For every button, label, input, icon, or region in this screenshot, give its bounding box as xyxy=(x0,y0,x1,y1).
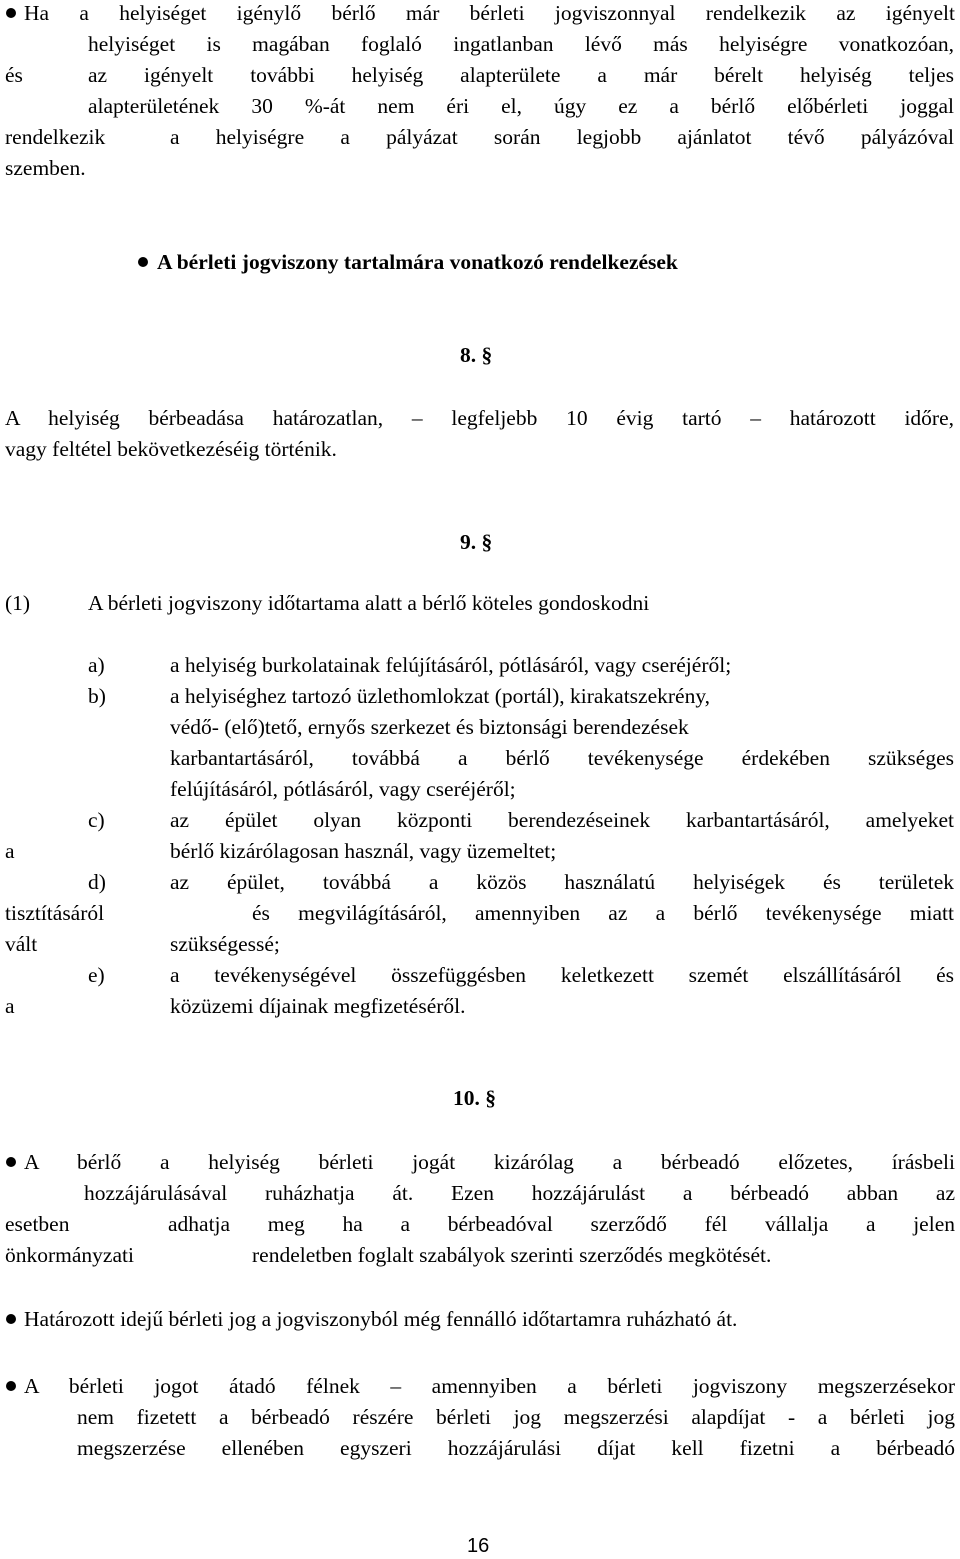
section-8-line-2: vagy feltétel bekövetkezéséig történik. xyxy=(5,437,337,461)
s10-bullet-2: Határozott idejű bérleti jog a jogviszonyból még fennálló időtartamra ruházható át. xyxy=(24,1307,738,1331)
s10-bullet-1-line-4-lead: önkormányzati xyxy=(5,1243,134,1267)
item-b-line-3: karbantartásáról, továbbá a bérlő tevékenysége érdekében szükséges xyxy=(170,746,954,770)
item-c-left-word: a xyxy=(5,839,15,863)
section-9-number: 9. § xyxy=(460,530,493,554)
intro-line-6: szemben. xyxy=(5,156,86,180)
item-e-label: e) xyxy=(88,963,105,987)
bullet-icon xyxy=(6,1314,16,1324)
section-10-number: 10. § xyxy=(453,1086,496,1110)
s9-paragraph-text: A bérleti jogviszony időtartama alatt a bérlő köteles gondoskodni xyxy=(88,591,650,615)
intro-line-5-lead: rendelkezik xyxy=(5,125,106,149)
section-8-number: 8. § xyxy=(460,343,493,367)
item-d-line-3: szükségessé; xyxy=(170,932,280,956)
s10-bullet-3-line-3: megszerzése ellenében egyszeri hozzájárulási díjat kell fizetni a bérbeadó xyxy=(77,1436,955,1460)
s10-bullet-1-line-2: hozzájárulásával ruházhatja át. Ezen hozzájárulást a bérbeadó abban az xyxy=(84,1181,955,1205)
page-number: 16 xyxy=(467,1535,490,1557)
intro-line-1: Ha a helyiséget igénylő bérlő már bérleti jogviszonnyal rendelkezik az igényelt xyxy=(24,1,955,25)
section-heading: A bérleti jogviszony tartalmára vonatkozó rendelkezések xyxy=(157,250,678,274)
item-b-label: b) xyxy=(88,684,106,708)
item-d-line-2: és megvilágításáról, amennyiben az a bérlő tevékenysége miatt xyxy=(252,901,954,925)
item-e-line-1: a tevékenységével összefüggésben keletkezett szemét elszállításáról és xyxy=(170,963,954,987)
item-c-line-2: bérlő kizárólagosan használ, vagy üzemeltet; xyxy=(170,839,557,863)
item-b-line-4: felújításáról, pótlásáról, vagy cseréjéről; xyxy=(170,777,516,801)
s10-bullet-3-line-2: nem fizetett a bérbeadó részére bérleti jog megszerzési alapdíjat - a bérleti jog xyxy=(77,1405,955,1429)
item-a-label: a) xyxy=(88,653,105,677)
bullet-icon xyxy=(138,257,148,267)
bullet-icon xyxy=(6,1381,16,1391)
item-b-line-1: a helyiséghez tartozó üzlethomlokzat (portál), kirakatszekrény, xyxy=(170,684,711,708)
item-d-left-word-1: tisztításáról xyxy=(5,901,105,925)
item-e-left-word: a xyxy=(5,994,15,1018)
s10-bullet-1-line-1: A bérlő a helyiség bérleti jogát kizárólag a bérbeadó előzetes, írásbeli xyxy=(24,1150,955,1174)
s10-bullet-1-line-3-lead: esetben xyxy=(5,1212,70,1236)
item-b-line-2: védő- (elő)tető, ernyős szerkezet és biztonsági berendezések xyxy=(170,715,689,739)
intro-line-2: helyiséget is magában foglaló ingatlanban lévő más helyiségre vonatkozóan, xyxy=(88,32,954,56)
intro-line-5: a helyiségre a pályázat során legjobb ajánlatot tévő pályázóval xyxy=(170,125,954,149)
intro-line-3-lead: és xyxy=(5,63,23,87)
intro-line-4: alapterületének 30 %-át nem éri el, úgy ez a bérlő előbérleti joggal xyxy=(88,94,954,118)
intro-line-3: az igényelt további helyiség alapterülete a már bérelt helyiség teljes xyxy=(88,63,954,87)
item-c-line-1: az épület olyan központi berendezéseinek karbantartásáról, amelyeket xyxy=(170,808,954,832)
item-e-line-2: közüzemi díjainak megfizetéséről. xyxy=(170,994,466,1018)
s10-bullet-1-line-3: adhatja meg ha a bérbeadóval szerződő fél vállalja a jelen xyxy=(168,1212,955,1236)
item-d-left-word-2: vált xyxy=(5,932,38,956)
s9-paragraph-number: (1) xyxy=(5,591,31,615)
section-8-line-1: A helyiség bérbeadása határozatlan, – legfeljebb 10 évig tartó – határozott időre, xyxy=(5,406,954,430)
item-d-label: d) xyxy=(88,870,106,894)
item-a-text: a helyiség burkolatainak felújításáról, pótlásáról, vagy cseréjéről; xyxy=(170,653,732,677)
s10-bullet-1-line-4: rendeletben foglalt szabályok szerinti szerződés megkötését. xyxy=(252,1243,772,1267)
s10-bullet-3-line-1: A bérleti jogot átadó félnek – amennyiben a bérleti jogviszony megszerzésekor xyxy=(24,1374,955,1398)
bullet-icon xyxy=(6,8,16,18)
item-c-label: c) xyxy=(88,808,105,832)
item-d-line-1: az épület, továbbá a közös használatú helyiségek és területek xyxy=(170,870,954,894)
bullet-icon xyxy=(6,1157,16,1167)
